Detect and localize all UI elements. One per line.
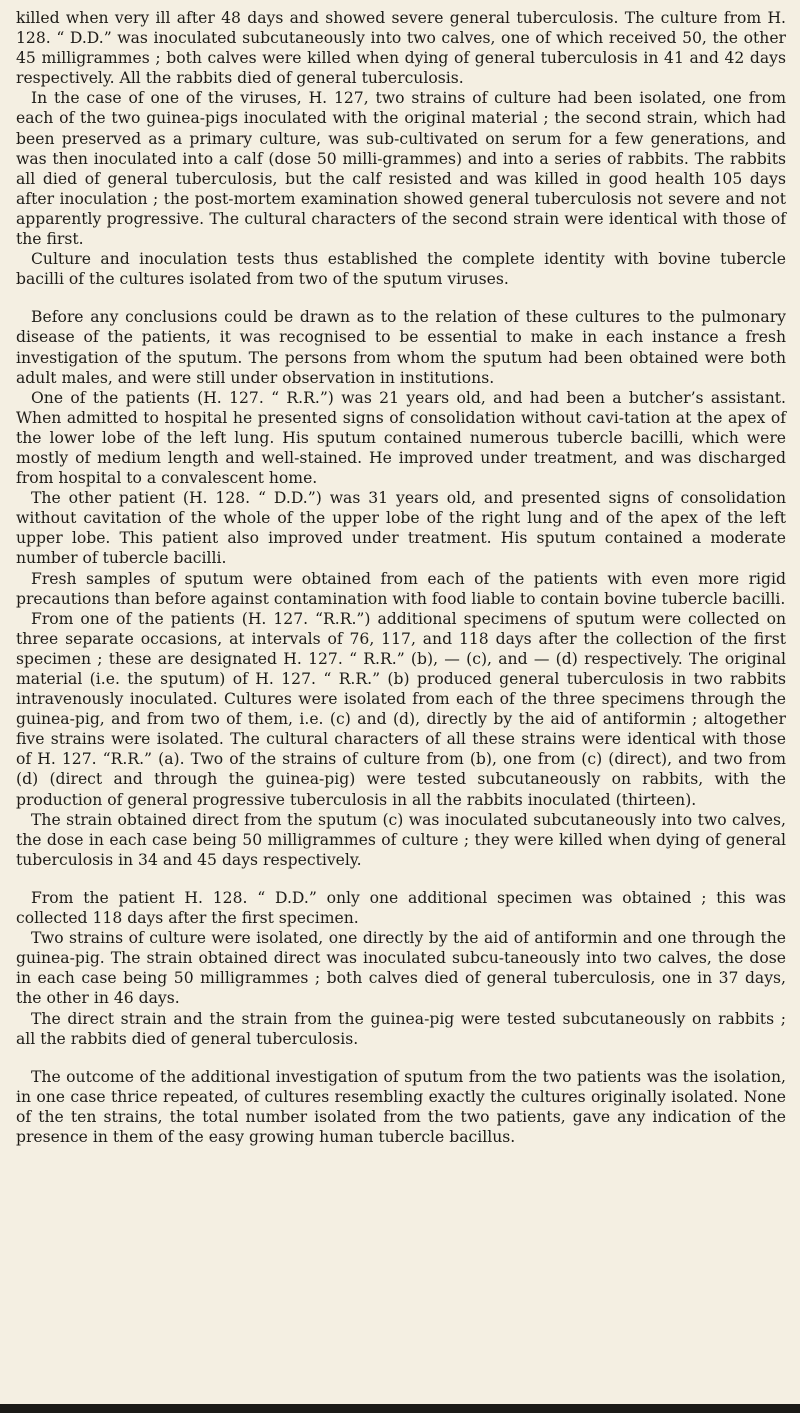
paragraph-5: One of the patients (H. 127. “ R.R.”) was 21 years old, and had been a butcher’s assistant. When admitted to hospital he presented signs of consolidation without cavi-tation at the apex of the lower lobe of the left lung. His sputum contained numerous tubercle bacilli, which were mostly of medium length and well-stained. He improved under treatment, and was discharged from hospital to a convalescent home. [16, 388, 786, 488]
page-bottom-rule [0, 1404, 800, 1413]
paragraph-9: The strain obtained direct from the sputum (c) was inoculated subcutaneously into two calves, the dose in each case being 50 milligrammes of culture ; they were killed when dying of general tuberculosis in 34 and 45 days respectively. [16, 810, 786, 869]
paragraph-2: In the case of one of the viruses, H. 127, two strains of culture had been isolated, one from each of the two guinea-pigs inoculated with the original material ; the second strain, which had been preserved as a primary culture, was sub-cultivated on serum for a few generations, and was then inoculated into a calf (dose 50 milli-grammes) and into a series of rabbits. The rabbits all died of general tuberculosis, but the calf resisted and was killed in good health 105 days after inoculation ; the post-mortem examination showed general tuberculosis not severe and not apparently progressive. The cultural characters of the second strain were identical with those of the first. [16, 89, 786, 249]
paragraph-6: The other patient (H. 128. “ D.D.”) was 31 years old, and presented signs of consolidation without cavitation of the whole of the upper lobe of the right lung and of the apex of the left upper lobe. This patient also improved under treatment. His sputum contained a moderate number of tubercle bacilli. [16, 489, 786, 568]
paragraph-11: Two strains of culture were isolated, one directly by the aid of antiformin and one through the guinea-pig. The strain obtained direct was inoculated subcu-taneously into two calves, the dose in each case being 50 milligrammes ; both calves died of general tuberculosis, one in 37 days, the other in 46 days. [16, 929, 786, 1008]
paragraph-8: From one of the patients (H. 127. “R.R.”) additional specimens of sputum were collected on three separate occasions, at intervals of 76, 117, and 118 days after the collection of the first specimen ; these are designated H. 127. “ R.R.” (b), — (c), and — (d) respectively. The original material (i.e. the sputum) of H. 127. “ R.R.” (b) produced general tuberculosis in two rabbits intravenously inoculated. Cultures were isolated from each of the three specimens through the guinea-pig, and from two of them, i.e. (c) and (d), directly by the aid of antiformin ; altogether five strains were isolated. The cultural characters of all these strains were identical with those of H. 127. “R.R.” (a). Two of the strains of culture from (b), one from (c) (direct), and two from (d) (direct and through the guinea-pig) were tested subcutaneously on rabbits, with the production of general progressive tuberculosis in all the rabbits inoculated (thirteen). [16, 609, 786, 809]
paragraph-3: Culture and inoculation tests thus established the complete identity with bovine tubercle bacilli of the cultures isolated from two of the sputum viruses. [16, 250, 786, 289]
paragraph-7: Fresh samples of sputum were obtained from each of the patients with even more rigid precautions than before against contamination with food liable to contain bovine tubercle bacilli. [16, 569, 786, 608]
paragraph-13: The outcome of the additional investigation of sputum from the two patients was the isolation, in one case thrice repeated, of cultures resembling exactly the cultures originally isolated. None of the ten strains, the total number isolated from the two patients, gave any indication of the presence in them of the easy growing human tubercle bacillus. [16, 1067, 786, 1146]
paragraph-1: killed when very ill after 48 days and showed severe general tuberculosis. The culture from H. 128. “ D.D.” was inoculated subcutaneously into two calves, one of which received 50, the other 45 milligrammes ; both calves were killed when dying of general tuberculosis in 41 and 42 days respectively. All the rabbits died of general tuberculosis. [16, 9, 786, 88]
paragraph-12: The direct strain and the strain from the guinea-pig were tested subcutaneously on rabbits ; all the rabbits died of general tuberculosis. [16, 1009, 786, 1048]
paragraph-10: From the patient H. 128. “ D.D.” only one additional specimen was obtained ; this was collected 118 days after the first specimen. [16, 888, 786, 928]
paragraph-4: Before any conclusions could be drawn as to the relation of these cultures to the pulmonary disease of the patients, it was recognised to be essential to make in each instance a fresh investigation of the sputum. The persons from whom the sputum had been obtained were both adult males, and were still under observation in institutions. [16, 308, 786, 387]
